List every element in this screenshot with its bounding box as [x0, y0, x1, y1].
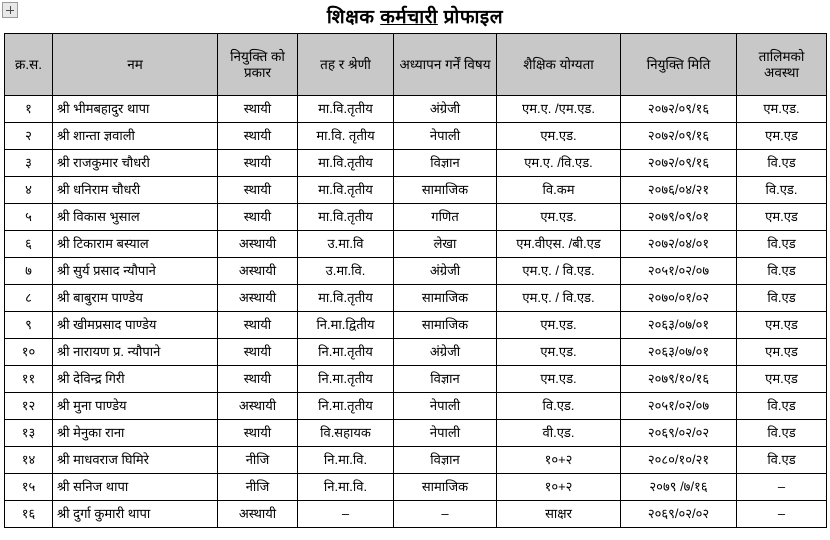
cell-teaching-subject: अंग्रेजी: [394, 339, 497, 366]
cell-training-status: वि.एड: [737, 447, 827, 474]
cell-qualification: एम.ए. /वि.एड.: [497, 150, 621, 177]
plus-icon-vertical: [10, 6, 11, 14]
cell-serial: ८: [5, 285, 53, 312]
cell-teaching-subject: सामाजिक: [394, 474, 497, 501]
cell-qualification: एम.एड.: [497, 339, 621, 366]
cell-appointment-type: अस्थायी: [218, 501, 298, 528]
cell-name: श्री बाबुराम पाण्डेय: [53, 285, 218, 312]
cell-appointment-type: अस्थायी: [218, 285, 298, 312]
teacher-staff-profile-table: [4, 33, 827, 528]
cell-serial: १२: [5, 393, 53, 420]
cell-appointment-type: स्थायी: [218, 150, 298, 177]
column-header-teaching-subject: अध्यापन गर्नें विषय: [394, 34, 497, 96]
cell-appointment-date: २०७९ /७/१६: [621, 474, 737, 501]
table-row: [5, 258, 827, 285]
table-row: [5, 501, 827, 528]
cell-appointment-type: स्थायी: [218, 204, 298, 231]
cell-name: श्री राजकुमार चौधरी: [53, 150, 218, 177]
cell-teaching-subject: सामाजिक: [394, 312, 497, 339]
table-row: [5, 393, 827, 420]
table-row: [5, 231, 827, 258]
cell-appointment-date: २०७२/०९/१६: [621, 123, 737, 150]
cell-teaching-subject: विज्ञान: [394, 447, 497, 474]
cell-qualification: एम.ए. /एम.एड.: [497, 96, 621, 123]
table-row: [5, 420, 827, 447]
table-header-row: [5, 34, 827, 96]
plus-icon[interactable]: [2, 2, 18, 18]
cell-appointment-type: नीजि: [218, 447, 298, 474]
cell-appointment-date: २०६९/०२/०२: [621, 420, 737, 447]
cell-level-grade: नि.मा.तृतीय: [298, 366, 394, 393]
cell-teaching-subject: सामाजिक: [394, 285, 497, 312]
table-row: [5, 177, 827, 204]
cell-level-grade: मा.वि.तृतीय: [298, 204, 394, 231]
cell-appointment-date: २०६३/०७/०१: [621, 339, 737, 366]
cell-serial: १४: [5, 447, 53, 474]
cell-level-grade: मा.वि.तृतीय: [298, 285, 394, 312]
cell-appointment-type: स्थायी: [218, 366, 298, 393]
cell-level-grade: नि.मा.तृतीय: [298, 393, 394, 420]
column-header-qualification: शैक्षिक योग्यता: [497, 34, 621, 96]
cell-teaching-subject: विज्ञान: [394, 366, 497, 393]
cell-training-status: एम.एड: [737, 339, 827, 366]
cell-level-grade: मा.वि. तृतीय: [298, 123, 394, 150]
cell-qualification: एम.वीएस. /बी.एड: [497, 231, 621, 258]
cell-teaching-subject: नेपाली: [394, 393, 497, 420]
cell-training-status: एम.एड: [737, 312, 827, 339]
cell-qualification: वि.एड.: [497, 393, 621, 420]
table-row: [5, 312, 827, 339]
cell-qualification: वी.एड.: [497, 420, 621, 447]
cell-name: श्री धनिराम चौधरी: [53, 177, 218, 204]
table-row: [5, 474, 827, 501]
page-title-part-1: शिक्षक: [326, 7, 381, 28]
cell-teaching-subject: नेपाली: [394, 420, 497, 447]
cell-teaching-subject: लेखा: [394, 231, 497, 258]
cell-appointment-date: २०६३/०७/०१: [621, 312, 737, 339]
cell-appointment-date: २०७०/०१/०२: [621, 285, 737, 312]
table-header: [5, 34, 827, 96]
cell-name: श्री खीमप्रसाद पाण्डेय: [53, 312, 218, 339]
column-header-training-status: तालिमको अवस्था: [737, 34, 827, 96]
cell-appointment-type: स्थायी: [218, 312, 298, 339]
page-title-part-underlined: कर्मचारी: [380, 7, 438, 28]
cell-name: श्री सुर्य प्रसाद न्यौपाने: [53, 258, 218, 285]
cell-training-status: एम.एड: [737, 366, 827, 393]
table-row: [5, 339, 827, 366]
cell-appointment-date: २०७६/०४/२१: [621, 177, 737, 204]
cell-appointment-type: नीजि: [218, 474, 298, 501]
cell-level-grade: मा.वि.तृतीय: [298, 96, 394, 123]
table-row: [5, 285, 827, 312]
cell-serial: ७: [5, 258, 53, 285]
cell-serial: ३: [5, 150, 53, 177]
cell-appointment-type: स्थायी: [218, 339, 298, 366]
cell-appointment-date: २०७२/०९/१६: [621, 96, 737, 123]
cell-name: श्री विकास भुसाल: [53, 204, 218, 231]
cell-name: श्री नारायण प्र. न्यौपाने: [53, 339, 218, 366]
cell-serial: २: [5, 123, 53, 150]
cell-serial: १३: [5, 420, 53, 447]
cell-training-status: वि.एड: [737, 231, 827, 258]
cell-level-grade: वि.सहायक: [298, 420, 394, 447]
cell-level-grade: मा.वि.तृतीय: [298, 177, 394, 204]
cell-teaching-subject: विज्ञान: [394, 150, 497, 177]
cell-qualification: एम.एड.: [497, 312, 621, 339]
cell-serial: १६: [5, 501, 53, 528]
cell-name: श्री टिकाराम बस्याल: [53, 231, 218, 258]
cell-appointment-type: अस्थायी: [218, 231, 298, 258]
table-row: [5, 123, 827, 150]
cell-appointment-type: स्थायी: [218, 96, 298, 123]
cell-training-status: –: [737, 501, 827, 528]
cell-qualification: १०+२: [497, 474, 621, 501]
cell-appointment-date: २०५१/०२/०७: [621, 258, 737, 285]
cell-name: श्री शान्ता ज्ञवाली: [53, 123, 218, 150]
table-row: [5, 366, 827, 393]
column-header-serial: क्र.स.: [5, 34, 53, 96]
cell-qualification: साक्षर: [497, 501, 621, 528]
column-header-level-grade: तह र श्रेणी: [298, 34, 394, 96]
cell-name: श्री माधवराज घिमिरे: [53, 447, 218, 474]
cell-qualification: १०+२: [497, 447, 621, 474]
cell-qualification: एम.एड.: [497, 123, 621, 150]
cell-appointment-date: २०८०/१०/२१: [621, 447, 737, 474]
cell-training-status: वि.एड: [737, 258, 827, 285]
cell-appointment-date: २०७२/०९/१६: [621, 150, 737, 177]
column-header-appointment-type: नियुक्ति को प्रकार: [218, 34, 298, 96]
cell-name: श्री देविन्द्र गिरी: [53, 366, 218, 393]
cell-appointment-date: २०७९/१०/१६: [621, 366, 737, 393]
cell-appointment-type: अस्थायी: [218, 393, 298, 420]
cell-appointment-date: २०७९/०९/०१: [621, 204, 737, 231]
cell-level-grade: नि.मा.वि.: [298, 474, 394, 501]
cell-training-status: एम.एड.: [737, 96, 827, 123]
cell-serial: ४: [5, 177, 53, 204]
cell-teaching-subject: नेपाली: [394, 123, 497, 150]
cell-teaching-subject: –: [394, 501, 497, 528]
cell-qualification: एम.ए. / वि.एड.: [497, 285, 621, 312]
cell-teaching-subject: अंग्रेजी: [394, 96, 497, 123]
cell-serial: १०: [5, 339, 53, 366]
cell-appointment-date: २०७२/०४/०१: [621, 231, 737, 258]
cell-training-status: वि.एड: [737, 150, 827, 177]
cell-qualification: एम.एड.: [497, 204, 621, 231]
cell-serial: १: [5, 96, 53, 123]
cell-appointment-type: स्थायी: [218, 177, 298, 204]
table-row: [5, 204, 827, 231]
cell-teaching-subject: गणित: [394, 204, 497, 231]
cell-level-grade: नि.मा.वि.: [298, 447, 394, 474]
cell-level-grade: मा.वि.तृतीय: [298, 150, 394, 177]
cell-qualification: वि.कम: [497, 177, 621, 204]
cell-training-status: एम.एड: [737, 123, 827, 150]
cell-training-status: एम.एड: [737, 204, 827, 231]
cell-appointment-date: २०६९/०२/०२: [621, 501, 737, 528]
cell-serial: ११: [5, 366, 53, 393]
table-row: [5, 447, 827, 474]
page-title: [0, 0, 830, 33]
column-header-name: नम: [53, 34, 218, 96]
table-row: [5, 96, 827, 123]
cell-serial: ५: [5, 204, 53, 231]
cell-name: श्री मुना पाण्डेय: [53, 393, 218, 420]
cell-appointment-type: अस्थायी: [218, 258, 298, 285]
cell-name: श्री मेनुका राना: [53, 420, 218, 447]
cell-name: श्री भीमबहादुर थापा: [53, 96, 218, 123]
cell-qualification: एम.ए. / वि.एड.: [497, 258, 621, 285]
cell-serial: १५: [5, 474, 53, 501]
cell-serial: ६: [5, 231, 53, 258]
cell-level-grade: उ.मा.वि.: [298, 258, 394, 285]
cell-teaching-subject: अंग्रेजी: [394, 258, 497, 285]
cell-level-grade: नि.मा.द्वितीय: [298, 312, 394, 339]
cell-level-grade: नि.मा.तृतीय: [298, 339, 394, 366]
cell-training-status: –: [737, 474, 827, 501]
profile-table-container: [0, 33, 830, 528]
cell-level-grade: उ.मा.वि: [298, 231, 394, 258]
cell-appointment-date: २०५१/०२/०७: [621, 393, 737, 420]
cell-serial: ९: [5, 312, 53, 339]
table-body: [5, 96, 827, 528]
cell-name: श्री सनिज थापा: [53, 474, 218, 501]
cell-qualification: एम.एड.: [497, 366, 621, 393]
cell-teaching-subject: सामाजिक: [394, 177, 497, 204]
cell-level-grade: –: [298, 501, 394, 528]
page-title-part-3: प्रोफाइल: [437, 7, 504, 28]
cell-training-status: वि.एड: [737, 393, 827, 420]
cell-training-status: वि.एड: [737, 285, 827, 312]
table-row: [5, 150, 827, 177]
column-header-appointment-date: नियुक्ति मिति: [621, 34, 737, 96]
cell-training-status: वि.एड.: [737, 177, 827, 204]
cell-appointment-type: स्थायी: [218, 420, 298, 447]
cell-training-status: वि.एड: [737, 420, 827, 447]
cell-name: श्री दुर्गा कुमारी थापा: [53, 501, 218, 528]
cell-appointment-type: स्थायी: [218, 123, 298, 150]
